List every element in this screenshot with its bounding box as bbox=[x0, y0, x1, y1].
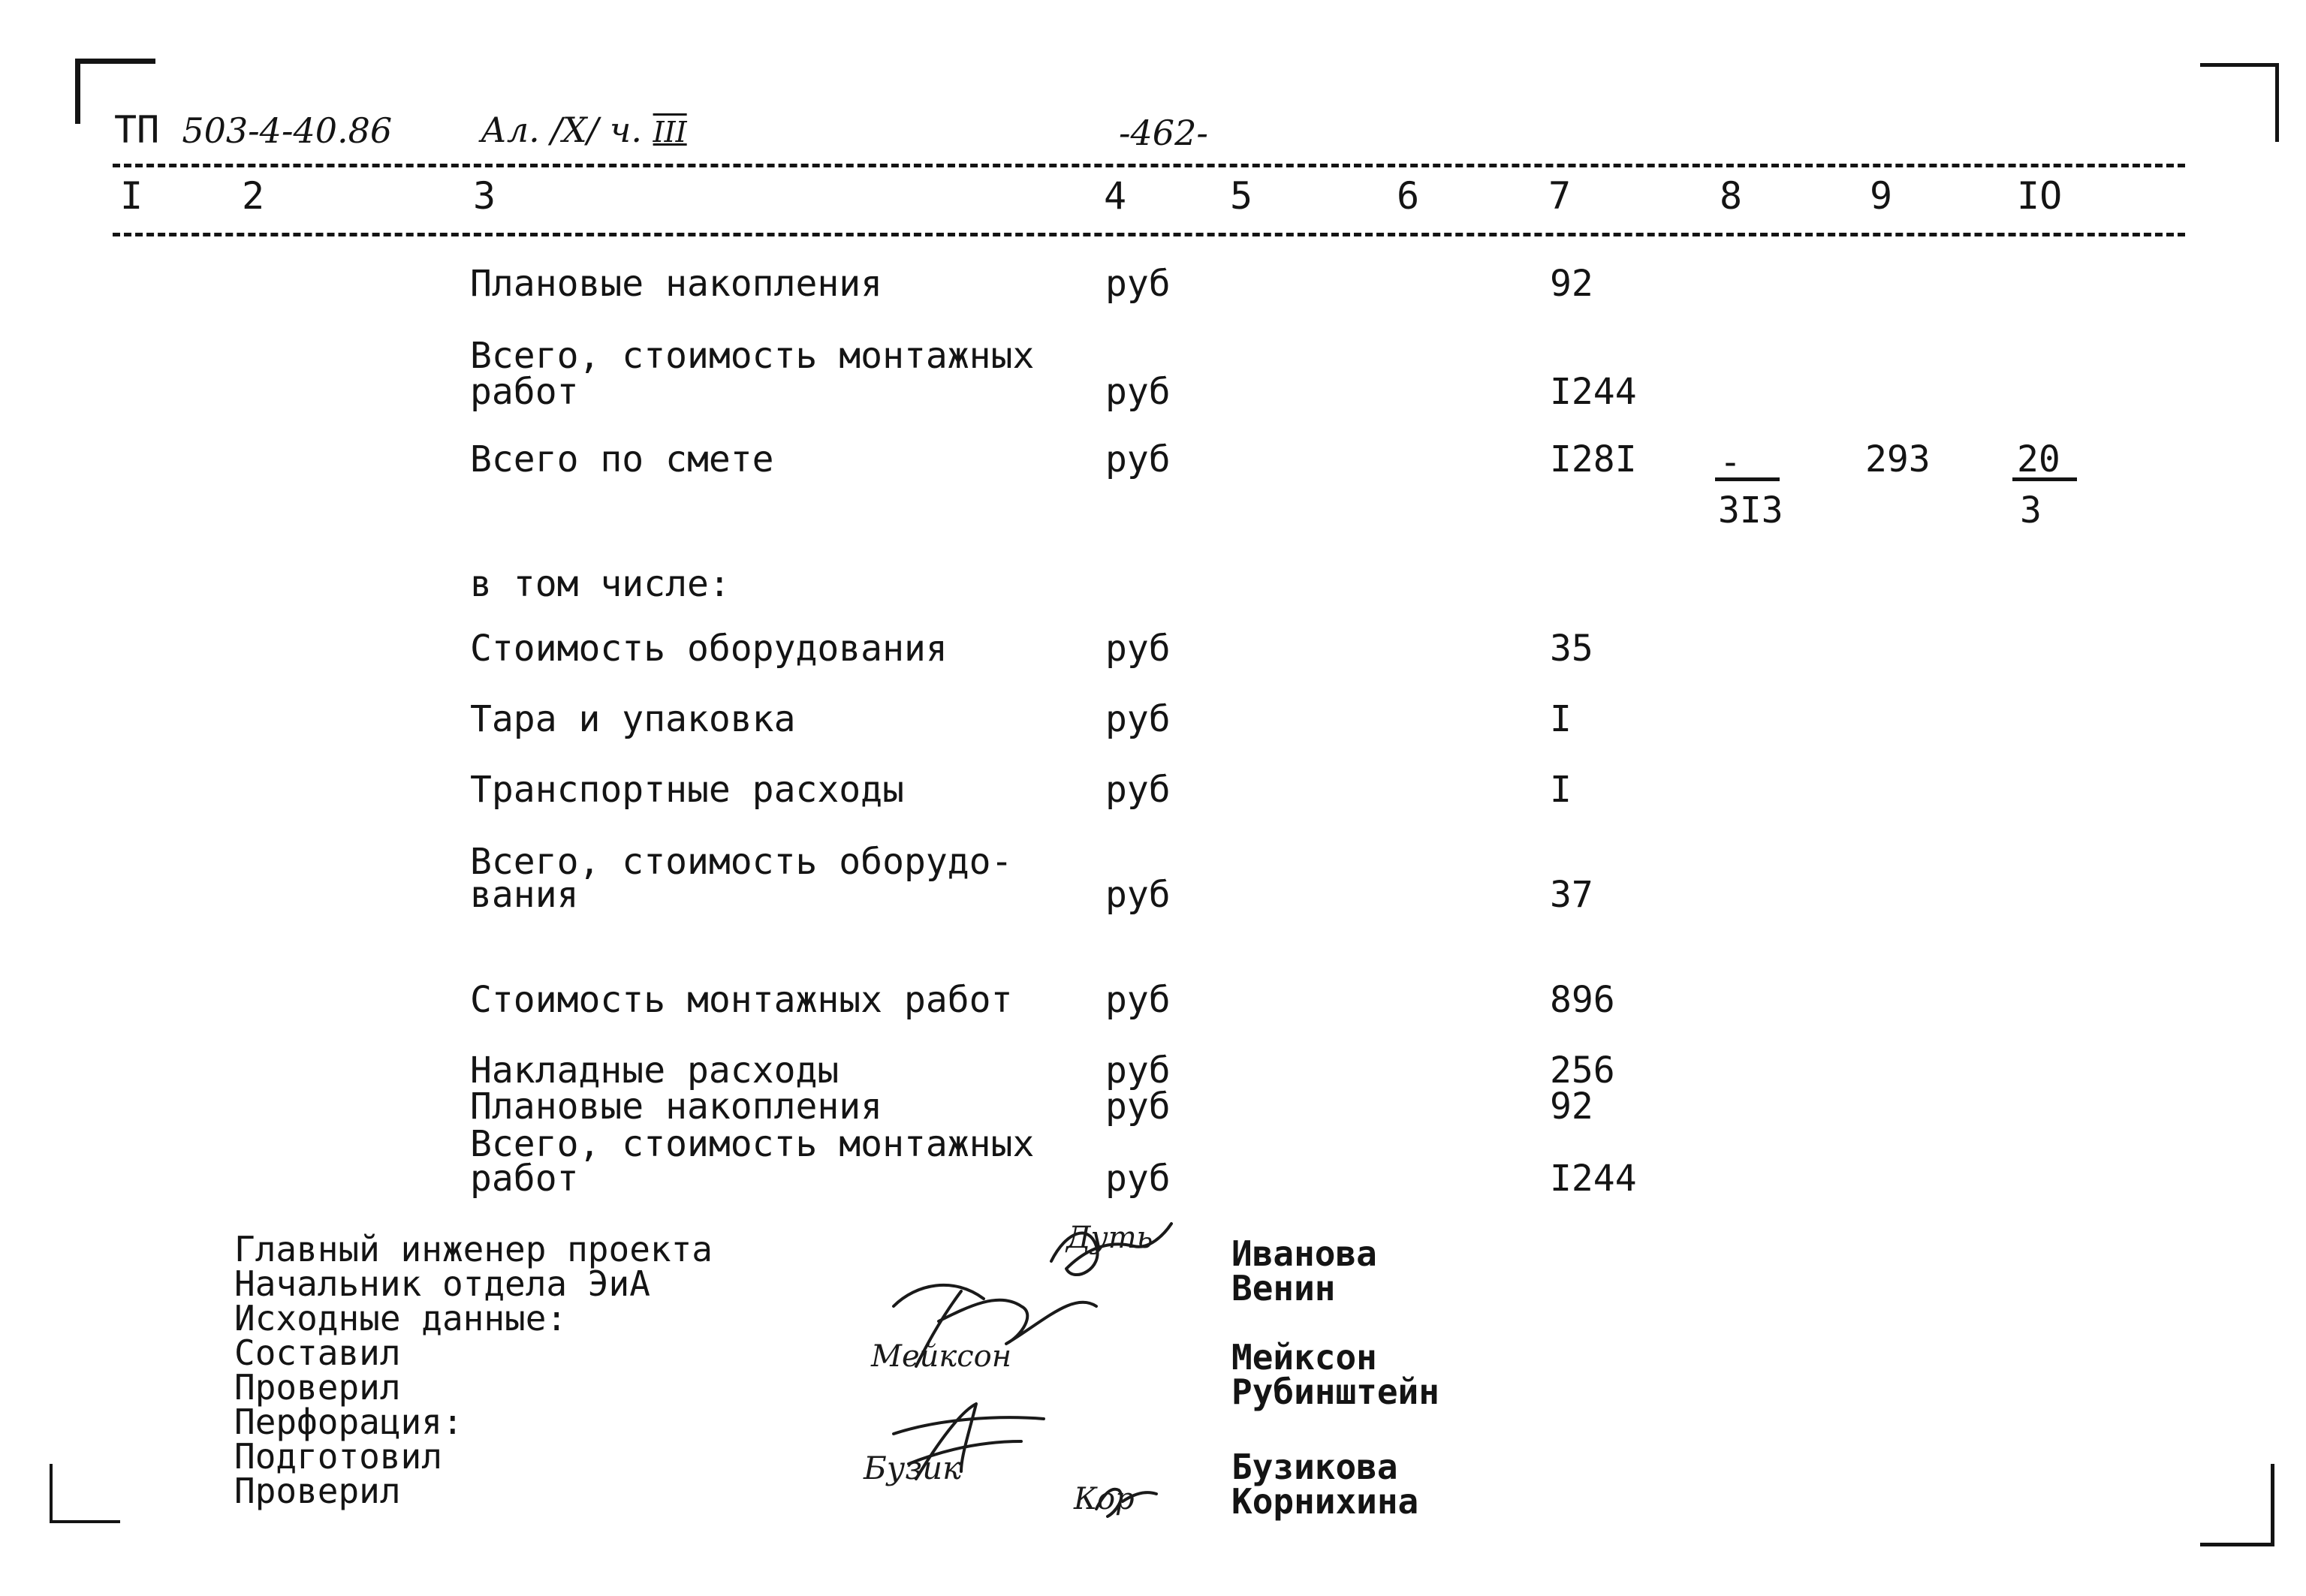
fraction-numerator-col10: 20 bbox=[2017, 438, 2060, 480]
table-row-name: Всего, стоимость оборудо- bbox=[470, 841, 1013, 883]
table-row-amount: I bbox=[1550, 769, 1572, 811]
fraction-line-col10 bbox=[2012, 477, 2077, 481]
column-header-7: 7 bbox=[1548, 174, 1572, 218]
table-row-unit: руб bbox=[1105, 769, 1171, 811]
table-row-unit: руб bbox=[1105, 263, 1171, 305]
table-row-unit: руб bbox=[1105, 874, 1171, 916]
table-row-amount: 35 bbox=[1550, 628, 1593, 670]
code-prefix: ТП bbox=[114, 108, 160, 152]
fraction-numerator-col8: - bbox=[1720, 441, 1741, 483]
handwritten-signature-kornikhina: Кор bbox=[1074, 1482, 1135, 1516]
table-row-name: Всего, стоимость монтажных bbox=[470, 335, 1035, 377]
table-row-amount: 37 bbox=[1550, 874, 1593, 916]
table-row-amount: 92 bbox=[1550, 263, 1593, 305]
table-row-name: Всего по смете bbox=[470, 438, 774, 480]
handwritten-signatures bbox=[849, 1194, 1224, 1524]
table-row-unit: руб bbox=[1105, 371, 1171, 413]
subsection-label: в том числе: bbox=[470, 563, 731, 605]
table-row-amount: 256 bbox=[1550, 1049, 1615, 1092]
column-header-8: 8 bbox=[1720, 174, 1743, 218]
table-row-name-continued: работ bbox=[470, 371, 579, 413]
column-header-9: 9 bbox=[1870, 174, 1893, 218]
column-header-4: 4 bbox=[1104, 174, 1127, 218]
column-header-10: IO bbox=[2017, 174, 2063, 218]
signature-role: Проверил bbox=[234, 1471, 401, 1511]
column-header-5: 5 bbox=[1230, 174, 1253, 218]
handwritten-signature-buzikova: Бузик bbox=[864, 1450, 962, 1486]
signatory-name: Бузикова bbox=[1231, 1447, 1398, 1487]
corner-mark-top-right bbox=[2200, 63, 2279, 142]
signature-role: Начальник отдела ЭиА bbox=[234, 1263, 650, 1304]
signatory-name: Корнихина bbox=[1231, 1481, 1419, 1522]
header-divider-bottom bbox=[113, 233, 2185, 236]
table-row-amount: 92 bbox=[1550, 1086, 1593, 1128]
table-row-amount: 896 bbox=[1550, 979, 1615, 1021]
table-row-name: Плановые накопления bbox=[470, 263, 883, 305]
signature-role: Проверил bbox=[234, 1367, 401, 1408]
signature-role: Составил bbox=[234, 1333, 401, 1373]
page-number: -462- bbox=[1119, 113, 1208, 153]
code-number: 503-4-40.86 bbox=[182, 110, 393, 151]
table-row-amount: I28I bbox=[1550, 438, 1637, 480]
corner-mark-bottom-right bbox=[2200, 1464, 2274, 1546]
table-row-name: Накладные расходы bbox=[470, 1049, 840, 1092]
table-row-amount: I244 bbox=[1550, 371, 1637, 413]
column-header-1: I bbox=[120, 174, 143, 218]
handwritten-signature-ivanova: Дуть bbox=[1066, 1221, 1153, 1255]
table-row-name: Плановые накопления bbox=[470, 1086, 883, 1128]
table-row-name: Стоимость оборудования bbox=[470, 628, 948, 670]
signatory-name: Мейксон bbox=[1231, 1337, 1377, 1378]
corner-mark-bottom-left bbox=[50, 1464, 120, 1523]
table-row-unit: руб bbox=[1105, 1086, 1171, 1128]
signature-role: Исходные данные: bbox=[234, 1298, 568, 1339]
table-row-name: Тара и упаковка bbox=[470, 698, 796, 740]
signatory-name: Рубинштейн bbox=[1231, 1372, 1439, 1412]
table-row-unit: руб bbox=[1105, 979, 1171, 1021]
signature-role: Подготовил bbox=[234, 1436, 442, 1477]
column-header-2: 2 bbox=[242, 174, 265, 218]
header-divider-top bbox=[113, 164, 2185, 167]
album-part: III bbox=[653, 116, 687, 149]
table-row-amount: I244 bbox=[1550, 1158, 1637, 1200]
table-row-unit: руб bbox=[1105, 1049, 1171, 1092]
signature-role: Перфорация: bbox=[234, 1402, 463, 1442]
album-label: Ал. /X/ ч. bbox=[481, 110, 642, 150]
signatory-name: Иванова bbox=[1231, 1233, 1377, 1274]
signatory-name: Венин bbox=[1231, 1268, 1336, 1308]
table-row-name: Всего, стоимость монтажных bbox=[470, 1123, 1035, 1165]
fraction-denominator-col8: 3I3 bbox=[1718, 489, 1783, 531]
table-row-unit: руб bbox=[1105, 628, 1171, 670]
document-code bbox=[114, 110, 392, 151]
handwritten-signature-meikson: Мейксон bbox=[871, 1339, 1012, 1374]
signature-role: Главный инженер проекта bbox=[234, 1229, 713, 1269]
fraction-denominator-col10: 3 bbox=[2020, 489, 2042, 531]
column-header-6: 6 bbox=[1397, 174, 1420, 218]
table-row-name-continued: работ bbox=[470, 1158, 579, 1200]
table-row-col9: 293 bbox=[1865, 438, 1931, 480]
table-row-amount: I bbox=[1550, 698, 1572, 740]
table-row-name-continued: вания bbox=[470, 874, 579, 916]
fraction-line-col8 bbox=[1715, 477, 1780, 481]
table-row-unit: руб bbox=[1105, 698, 1171, 740]
table-row-unit: руб bbox=[1105, 438, 1171, 480]
table-row-name: Транспортные расходы bbox=[470, 769, 904, 811]
table-row-unit: руб bbox=[1105, 1158, 1171, 1200]
table-row-name: Стоимость монтажных работ bbox=[470, 979, 1013, 1021]
column-header-3: 3 bbox=[473, 174, 496, 218]
album-reference bbox=[481, 110, 687, 150]
